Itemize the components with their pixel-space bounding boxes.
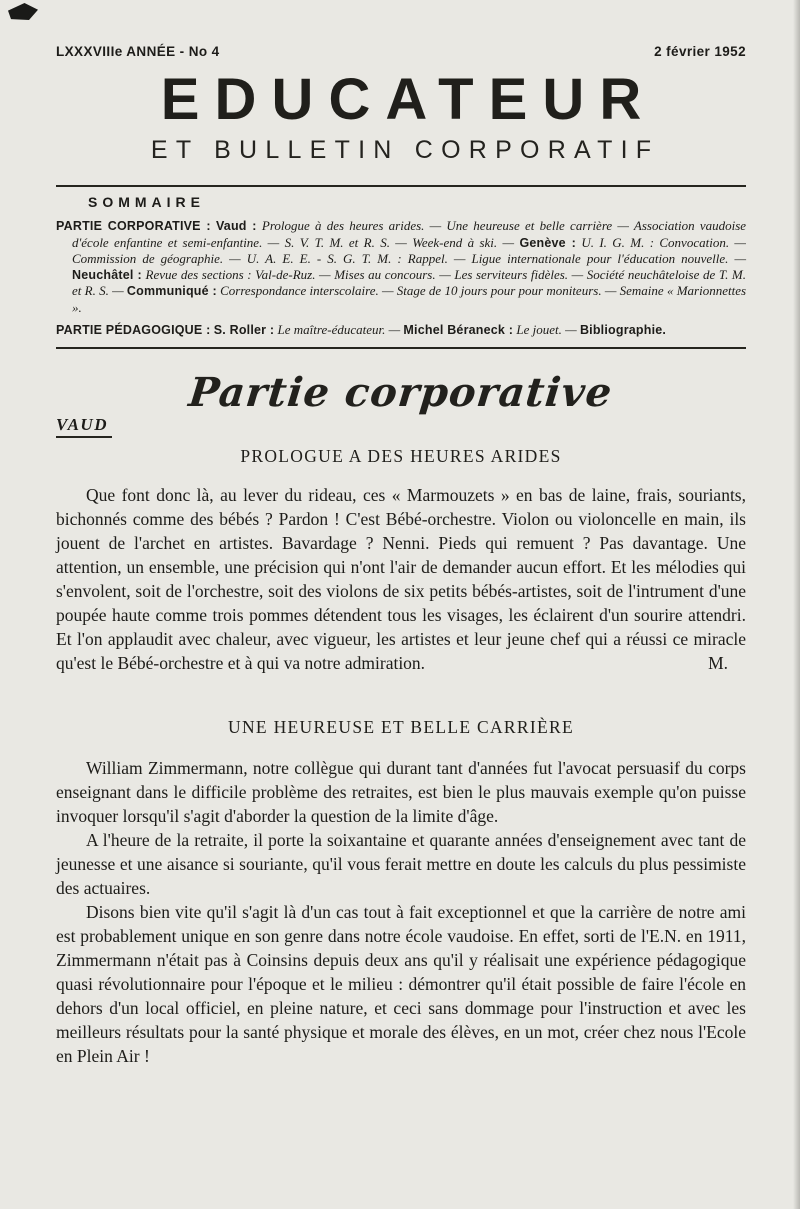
geneve-text: U. I. G. M. : Convocation. — Commission de géographie. — U. A. E. E. - S. G. T. M. : Rappel. — Ligue internationale pour l'éducation nouvelle. — [72, 234, 746, 266]
article2-paragraph-3: Disons bien vite qu'il s'agit là d'un cas tout à fait exceptionnel et que la carrière de notre ami est probablement unique en son genre dans notre école vaudoise. En effet, sorti de l'E.N. en 1911, Zimmermann n'était pas à Coinsins depuis deux ans qu'il y réalisait une expérience pédagogique quasi révolutionnaire pour l'époque et le milieu : démontrer qu'il était possible de faire l'école en dehors d'un local officiel, en pleine nature, et ceci sans dommage pour l'instruction et avec les meilleurs résultats pour la santé physique et morale des élèves, en un mot, créer chez nous l'Ecole en Plein Air ! [56, 901, 746, 1066]
sommaire-heading: SOMMAIRE [88, 194, 205, 210]
sommaire-corporative [56, 218, 746, 315]
vaud-label: Vaud : [215, 219, 257, 233]
bibliographie-label: Bibliographie. [579, 323, 667, 337]
vaud-text: Prologue à des heures arides. — Une heureuse et belle carrière — Association vaudoise d'école enfantine et semi-enfantine. — S. V. T. M. et R. S. — Week-end à ski. — [72, 218, 747, 250]
pedagogique-label: PARTIE PÉDAGOGIQUE : [56, 323, 211, 337]
article1-paragraph [56, 483, 746, 675]
beraneck-label: Michel Béraneck : [403, 323, 514, 337]
article2-body [56, 756, 746, 1068]
divider-sommaire [56, 347, 746, 349]
article2-paragraph-1: William Zimmermann, notre collègue qui durant tant d'années fut l'avocat persuasif du corps enseignant dans le difficile problème des retraites, est bien le plus mauvais exemple qu'on puisse invoquer lorsqu'il s'agit d'aborder la question de la limite d'âge. [56, 757, 746, 826]
corporative-label: PARTIE CORPORATIVE : [56, 219, 211, 233]
roller-label: S. Roller : [213, 323, 275, 337]
section-title-text: Partie corporative [187, 368, 616, 416]
roller-text: Le maître-éducateur. — [277, 322, 401, 337]
issue-header [56, 44, 746, 59]
article1-body [56, 483, 746, 675]
communique-label: Communiqué : [126, 284, 217, 298]
neuchatel-text: Revue des sections : Val-de-Ruz. — Mises au concours. — Les serviteurs fidèles. — Société neuchâteloise de T. M. et R. S. — [72, 266, 747, 298]
region-label: VAUD [56, 415, 112, 438]
article2-paragraph-2: A l'heure de la retraite, il porte la soixantaine et quarante années d'enseignement avec tant de jeunesse et une aisance si souriante, qu'il vous ferait mettre en doute les calculs du plus pessimiste des actuaires. [56, 829, 746, 898]
masthead [56, 67, 746, 165]
article1-title: PROLOGUE A DES HEURES ARIDES [240, 445, 562, 466]
communique-text: Correspondance interscolaire. — Stage de 10 jours pour pour moniteurs. — Semaine « Marionnettes ». [72, 283, 747, 315]
issue-date: 2 février 1952 [654, 44, 746, 59]
sommaire-section [56, 187, 746, 339]
sommaire-pedagogique [56, 322, 746, 339]
section-title [56, 368, 746, 416]
issue-number: LXXXVIIIe ANNÉE - No 4 [56, 44, 220, 59]
masthead-subtitle: ET BULLETIN CORPORATIF [150, 136, 660, 164]
geneve-label: Genève : [519, 235, 576, 250]
beraneck-text: Le jouet. — [516, 322, 577, 337]
masthead-title: EDUCATEUR [160, 67, 657, 132]
article1-signature: M. [708, 652, 728, 673]
article1-text: Que font donc là, au lever du rideau, ces « Marmouzets » en bas de laine, frais, souriants, bichonnés comme des bébés ? Pardon ! C'est Bébé-orchestre. Violon ou violoncelle en main, ils jouent de l'archet en artistes. Bavardage ? Nenni. Pieds qui remuent ? Pas davantage. Une attention, un ensemble, une précision qui n'ont l'air de demander aucun effort. Et les mélodies qui s'envolent, soit de l'orchestre, soit des violons de six petits bébés-artistes, soit de l'intrument d'une poupée haute comme trois pommes détendent tous les visages, les éclairent d'un sourire attendri. Et l'on applaudit avec chaleur, avec vigueur, les artistes et leur jeune chef qui a réussi ce miracle qu'est le Bébé-orchestre et à qui va notre admiration. [56, 484, 746, 673]
scan-artifact [8, 3, 38, 20]
article2-title: UNE HEUREUSE ET BELLE CARRIÈRE [228, 716, 574, 737]
corporative-section [56, 368, 746, 1068]
neuchatel-label: Neuchâtel : [72, 267, 142, 282]
